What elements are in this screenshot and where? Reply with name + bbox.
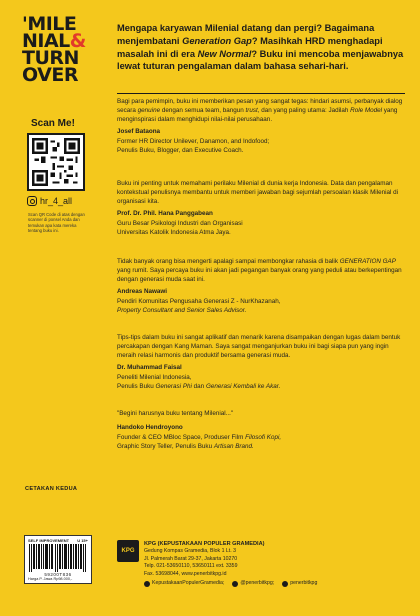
barcode-box (24, 535, 92, 584)
testimonial-1-role-1: Former HR Director Unilever, Danamon, and Indofood; (117, 137, 270, 145)
publisher-phone: Telp. 021-53650110, 53650111 ext. 3359 (144, 563, 238, 570)
book-logo (22, 13, 100, 87)
publisher-address-2: Jl. Palmerah Barat 29-37, Jakarta 10270 (144, 555, 238, 562)
instagram-handle-text: hr_4_all (40, 196, 73, 206)
twitter-icon (232, 581, 238, 587)
testimonial-5 (117, 410, 405, 452)
barcode-header (28, 538, 88, 543)
instagram-icon (27, 196, 37, 206)
facebook-icon (144, 581, 150, 587)
testimonial-1 (117, 98, 405, 156)
testimonial-4-text: Tips-tips dalam buku ini sangat aplikatif dan menarik karena disampaikan dengan lugas dalam bentuk percakapan dengan Kang Maman. Saya sangat menganjurkan buku ini bagi siapa pun yang ingin meraih relasi harmonis dan produktif bersama generasi muda. (117, 334, 401, 359)
social-facebook[interactable]: KepustakaanPopulerGramedia; (144, 580, 224, 588)
testimonial-5-quote: "Begini harusnya buku tentang Milenial..." (117, 410, 234, 417)
testimonial-4-role-2: Penulis Buku Generasi Phi dan Generasi Kembali ke Akar. (117, 382, 281, 390)
testimonial-4 (117, 334, 405, 392)
instagram-icon (282, 581, 288, 587)
testimonial-1-name: Josef Bataona (117, 127, 161, 135)
barcode-icon (28, 544, 88, 572)
testimonial-2-role-2: Universitas Katolik Indonesia Atma Jaya. (117, 228, 231, 236)
publisher-name: KPG (KEPUSTAKAAN POPULER GRAMEDIA) (144, 541, 265, 547)
barcode-number: 59200T836 (44, 572, 72, 577)
divider (117, 93, 405, 94)
logo-ampersand: & (69, 30, 86, 53)
testimonial-2-text: Buku ini penting untuk memahami perilaku Milenial di dunia kerja Indonesia. Data dan pengalaman kontekstual penulisnya membantu untuk memberi jawaban bagi sejumlah persoalan klasik Milenial di organisasi kita. (117, 180, 399, 205)
testimonial-4-role-1: Peneliti Milenial Indonesia, (117, 373, 192, 381)
testimonial-2-name: Prof. Dr. Phil. Hana Panggabean (117, 209, 213, 217)
publisher-socials (144, 580, 405, 588)
testimonial-3-text: Tidak banyak orang bisa mengerti apalagi sampai membongkar rahasia di balik GENERATION GAP yang rumit. Saya percaya buku ini akan jadi pegangan banyak orang yang peduli atau berkepentingan dengan generasi muda saat ini. (117, 258, 402, 283)
edition-label: CETAKAN KEDUA (25, 486, 78, 492)
testimonial-5-role-1: Founder & CEO MBloc Space, Produser Film Filosofi Kopi, (117, 433, 282, 441)
testimonial-2-role-1: Guru Besar Psikologi Industri dan Organisasi (117, 219, 243, 227)
logo-line-3: TURN (22, 47, 79, 70)
instagram-handle[interactable] (27, 196, 97, 206)
logo-line-1: 'MILE (22, 13, 77, 35)
logo-line-2: NIAL& (22, 30, 86, 53)
testimonial-3 (117, 258, 405, 316)
publisher-logo: KPG (117, 540, 139, 562)
scan-instructions: Scan QR Code di atas dengan scanner di ponsel Anda dan temukan apa kata mereka tentang buku ini. (28, 212, 85, 234)
social-twitter[interactable]: @penerbitkpg; (232, 580, 274, 588)
testimonial-4-name: Dr. Muhammad Faisal (117, 363, 182, 371)
publisher-info (117, 540, 405, 588)
publisher-details (144, 540, 405, 588)
testimonial-1-text: Bagi para pemimpin, buku ini memberikan pesan yang sangat tegas: hindari asumsi, perbanyak dialog secara genuine dengan semua team, bangun trust, dan yang paling utama: Jadilah Role Model yang menginspirasi dalam menghidupi nilai-nilai perusahaan. (117, 98, 403, 123)
barcode-bars (28, 544, 88, 572)
testimonial-5-name: Handoko Hendroyono (117, 423, 183, 431)
intro-text: Mengapa karyawan Milenial datang dan pergi? Bagaimana menjembatani Generation Gap? Masihkah HRD menghadapi masalah ini di era New Normal? Buku ini mencoba menjawabnya lewat tuturan pengalaman dalam bahasa sehari-hari. (117, 23, 404, 72)
testimonial-3-name: Andreas Nawawi (117, 287, 168, 295)
scan-me-label: Scan Me! (31, 118, 75, 129)
testimonial-2 (117, 180, 405, 238)
testimonial-1-role-2: Penulis Buku, Blogger, dan Executive Coach. (117, 146, 244, 154)
publisher-fax: Fax. 53698044, www.penerbitkpg.id (144, 570, 227, 577)
price-label: Harga P. Jawa Rp98.000,- (28, 577, 73, 581)
category-label: SELF IMPROVEMENT (28, 538, 70, 543)
logo-line-4: OVER (22, 64, 78, 87)
qr-code[interactable] (27, 133, 85, 191)
intro-section (117, 22, 405, 73)
publisher-row (117, 540, 405, 588)
testimonial-3-role-1: Pendiri Komunitas Pengusaha Generasi Z - NurKhazanah, (117, 297, 281, 305)
testimonial-5-role-2: Graphic Story Teller, Penulis Buku Artisan Brand. (117, 442, 254, 450)
testimonial-3-role-2: Property Consultant and Senior Sales Advisor. (117, 306, 247, 314)
qr-code-icon (32, 138, 80, 186)
age-rating: U 15+ (77, 538, 88, 543)
social-instagram[interactable]: penerbitkpg (282, 580, 317, 588)
publisher-address-1: Gedung Kompas Gramedia, Blok 1 Lt. 3 (144, 548, 236, 555)
